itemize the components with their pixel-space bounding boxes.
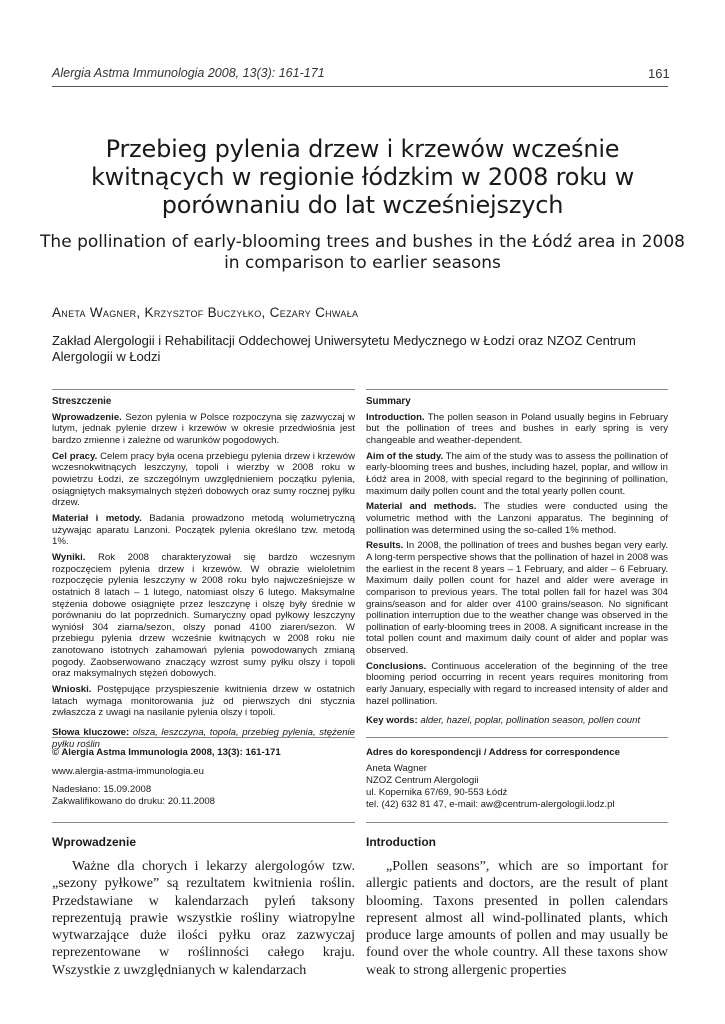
abstract-polish xyxy=(52,396,355,754)
page-number: 161 xyxy=(648,66,670,81)
body-paragraph: „Pollen seasons”, which are so important for allergic patients and doctors, are the result of plant blooming. Taxons presented in pollen calendars represent almost all wind-pollinated plants, which produce large amounts of pollen and may usually be found over the whole country. All these taxons show weak to strong allergenic properties xyxy=(366,859,668,978)
body-paragraph: Ważne dla chorych i lekarzy alergologów tzw. „sezony pyłkowe” są rezultatem kwitnienia roślin. Przedstawiane w kalendarzach pyleń taksony reprezentują prawie wszystkie rośliny wiatropylne wytwarzające duże ilości pyłku oraz zazwyczaj reprezentowane w roślinności całego kraju. Wszystkie z uwzględnianych w kalendarzach xyxy=(52,859,355,978)
abstract-bottom-rule-right xyxy=(366,737,668,738)
affiliation: Zakład Alergologii i Rehabilitacji Oddechowej Uniwersytetu Medycznego w Łodzi oraz NZOZ Centrum Alergologii w Łodzi xyxy=(52,333,636,364)
abstract-section: Wnioski. Postępujące przyspieszenie kwitnienia drzew w ostatnich latach wymaga monitorowania już od pierwszych dni stycznia zwłaszcza z uwagi na nasilanie pylenia olszy i topoli. xyxy=(52,684,355,719)
keywords: Słowa kluczowe: olsza, leszczyna, topola, przebieg pylenia, stężenie pyłku roślin xyxy=(52,727,355,750)
abstract-bottom-rule-left xyxy=(52,737,355,738)
abstract-section: Material and methods. The studies were conducted using the volumetric method with the Lanzoni apparatus. The beginning of pollination was determined using the so-called 1% method. xyxy=(366,501,668,536)
correspondence-address xyxy=(366,747,668,811)
header-divider xyxy=(52,86,668,87)
received-date: Nadesłano: 15.09.2008 xyxy=(52,784,152,795)
correspondence-street: ul. Kopernika 67/69, 90-553 Łódź xyxy=(366,787,508,798)
publication-info xyxy=(52,747,355,808)
abstract-top-rule-left xyxy=(52,389,355,390)
correspondence-contact: tel. (42) 632 81 47, e-mail: aw@centrum-alergologii.lodz.pl xyxy=(366,799,615,810)
copyright: © Alergia Astma Immunologia 2008, 13(3): 161-171 xyxy=(52,747,281,758)
body-top-rule-left xyxy=(52,822,355,823)
abstract-section: Conclusions. Continuous acceleration of the beginning of the tree blooming period occurring in recent years requires monitoring from early January, especially with regard to increased intensity of alder and hazel pollination. xyxy=(366,660,668,707)
abstract-section: Aim of the study. The aim of the study was to assess the pollination of early-blooming trees and bushes, including hazel, poplar, and willow in Łódź area in 2008, with special regard to the beginning of pollination, maximum daily pollen count and the total yearly pollen count. xyxy=(366,450,668,497)
keywords: Key words: alder, hazel, poplar, pollination season, pollen count xyxy=(366,715,641,727)
body-top-rule-right xyxy=(366,822,668,823)
abstract-section: Materiał i metody. Badania prowadzono metodą wolumetryczną używając aparatu Lanzoni. Początek pylenia określano tzw. metodą 1%. xyxy=(52,512,355,548)
article-title-english: The pollination of early-blooming trees and bushes in the Łódź area in 2008 in comparison to earlier seasons xyxy=(40,232,685,273)
correspondence-org: NZOZ Centrum Alergologii xyxy=(366,775,479,786)
accepted-date: Zakwalifikowano do druku: 20.11.2008 xyxy=(52,796,216,807)
correspondence-name: Aneta Wagner xyxy=(366,763,427,774)
abstract-section: Introduction. The pollen season in Poland usually begins in February but the pollination of trees and bushes in early spring is very changeable and weather-dependent. xyxy=(366,411,668,446)
intro-english xyxy=(366,835,668,979)
abstract-english xyxy=(366,396,668,731)
abstract-heading: Summary xyxy=(366,396,411,407)
journal-website[interactable]: www.alergia-astma-immunologia.eu xyxy=(52,766,204,777)
correspondence-heading: Adres do korespondencji / Address for correspondence xyxy=(366,747,620,758)
authors: Aneta Wagner, Krzysztof Buczyłko, Cezary Chwała xyxy=(52,305,359,320)
abstract-heading: Streszczenie xyxy=(52,396,112,407)
section-heading: Introduction xyxy=(366,835,436,849)
abstract-section: Wyniki. Rok 2008 charakteryzował się bardzo wczesnym rozpoczęciem pylenia drzew i krzewów. W obrazie wieloletnim rozpoczęcie pylenia leszczyny w 2008 roku było najwcześniejsze w ostatnich 8 latach – 1 lutego, natomiast olszy 6 lutego. Maksymalne stężenia dobowe osiągnięte przez leszczynę i olszę były średnie w porównaniu do lat poprzednich. Sumaryczny opad pyłkowy leszczyny wyniósł 304 ziarna/sezon, olszy ponad 4100 ziaren/sezon. W przebiegu pylenia drzew wcześnie kwitnących w 2008 roku nie zanotowano istotnych zahamowań pylenia powodowanych zmianą pogody. Zaobserwowano znaczący wzrost sumy pyłku olszy i topoli oraz maksymalnych stężeń dobowych. xyxy=(52,551,355,680)
article-title-polish: Przebieg pylenia drzew i krzewów wcześnie kwitnących w regionie łódzkim w 2008 roku w porównaniu do lat wcześniejszych xyxy=(90,135,635,219)
section-heading: Wprowadzenie xyxy=(52,835,137,849)
intro-polish xyxy=(52,835,355,979)
journal-header: Alergia Astma Immunologia 2008, 13(3): 161-171 xyxy=(52,66,325,80)
abstract-section: Wprowadzenie. Sezon pylenia w Polsce rozpoczyna się zazwyczaj w lutym, jednak pylenie drzew i krzewów w okresie przedwiośnia jest bardzo zmienne i zależne od warunków pogodowych. xyxy=(52,411,355,446)
abstract-top-rule-right xyxy=(366,389,668,390)
abstract-section: Cel pracy. Celem pracy była ocena przebiegu pylenia drzew i krzewów wczesnokwitnących leszczyny, topoli i wierzby w 2008 roku w powietrzu Łodzi, ze szczególnym uwzględnieniem początku pylenia, osiągniętych maksymalnych stężeń dobowych oraz sumy rocznej pyłku drzew. xyxy=(52,450,355,509)
abstract-section: Results. In 2008, the pollination of trees and bushes began very early. A long-term perspective shows that the pollination of hazel in 2008 was the earliest in the recent 8 years – 1 February, and alder – 6 February. Maximum daily pollen count for hazel and alder were average in comparison to previous years. The total pollen fall for hazel was 304 grains/season and for alder over 4100 grains/season. No significant pollination interruption due to the weather change was observed in the pollination of early-blooming trees in 2008. A significant increase in the total pollen count and maximum daily count of alder and poplar was observed. xyxy=(366,540,668,657)
